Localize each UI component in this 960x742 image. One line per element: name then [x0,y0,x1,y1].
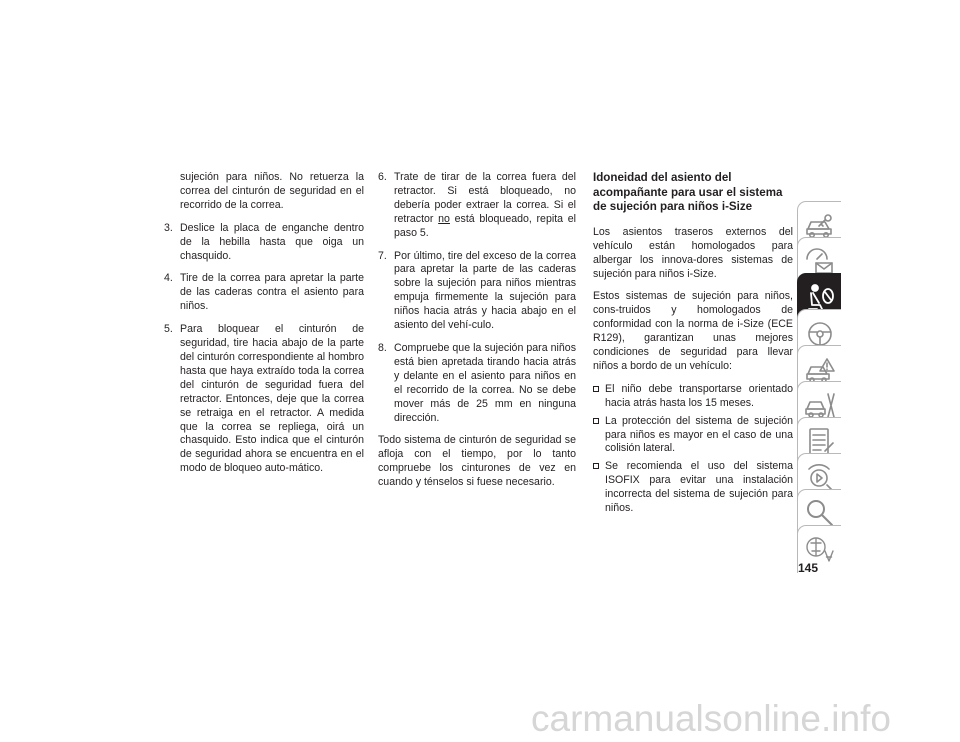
underlined-word: no [438,212,450,225]
step-text [394,171,576,239]
bullet-item [593,460,793,516]
text-column-3 [593,171,793,520]
step-number: 6. [378,171,387,183]
step-number: 3. [164,221,173,234]
step-item [378,342,576,425]
bullet-text: La protección del sistema de sujeción para niños es mayor en el caso de una colisión lateral. [605,414,793,455]
page-number: 145 [798,561,819,575]
step-number: 4. [164,272,173,285]
step-text: Compruebe que la sujeción para niños está bien apretada tirando hacia atrás y delante en el asiento para niños en el recorrido de la correa. No se debe mover más de 25 mm en ninguna dirección. [394,341,576,424]
step-item [164,323,364,476]
text-column-1 [164,171,364,485]
step-item [164,272,364,314]
body-paragraph: Todo sistema de cinturón de seguridad se afloja con el tiempo, por lo tanto compruebe los cinturones de vez en cuando y ténselos si fuese necesario. [378,434,576,489]
bullet-item [593,415,793,457]
checkbox-bullet-icon [593,418,599,424]
checkbox-bullet-icon [593,386,599,392]
step-text: Para bloquear el cinturón de seguridad, tire hacia abajo de la parte del cinturón correspondiente al hombro hasta que haya extraído toda la correa del cinturón de seguridad fuera del retractor. Entonces, deje que la correa se retraiga en el retractor. A medida que la correa se repliega, oirá un chasquido. Esto indica que el cinturón de seguridad ahora se encuentra en el modo de bloqueo auto-mático. [180,323,364,475]
step-item [378,171,576,241]
step-text-before: Trate de tirar de la correa fuera del retractor. Si está bloqueado, no debería poder extraer la correa. Si el retractor [394,171,576,225]
bullet-item [593,383,793,411]
bullet-text: Se recomienda el uso del sistema ISOFIX para evitar una instalación incorrecta del sistema de sujeción para niños. [605,460,793,515]
section-heading: Idoneidad del asiento del acompañante para usar el sistema de sujeción para niños i-Size [593,171,783,214]
step-number: 5. [164,323,173,336]
step-item [378,250,576,333]
text-column-2 [378,171,576,499]
step-number: 7. [378,249,387,262]
checkbox-bullet-icon [593,463,599,469]
body-paragraph: Estos sistemas de sujeción para niños, cons-truidos y homologados de conformidad con la norma de i-Size (ECE R129), garantizan unas mejores condiciones de seguridad para llevar niños a bordo de un vehículo: [593,290,793,372]
step-item [164,222,364,264]
watermark: carmanualsonline.info [531,698,891,739]
step-text-after: está bloqueado, repita el paso 5. [394,212,576,239]
step-number: 8. [378,341,387,354]
continuation-text: sujeción para niños. No retuerza la correa del cinturón de seguridad en el recorrido de la correa. [180,171,364,211]
body-paragraph: Los asientos traseros externos del vehículo están homologados para albergar los innova-dores sistemas de sujeción para niños i-Size. [593,225,793,280]
step-text: Tire de la correa para apretar la parte de las caderas contra el asiento para niños. [180,272,364,313]
step-text: Deslice la placa de enganche dentro de la hebilla hasta que oiga un chasquido. [180,221,364,262]
step-text: Por último, tire del exceso de la correa para apretar la parte de las caderas sobre la sujeción para niños mientras empuja firmemente la sujeción para niños hacia atrás y hacia abajo en el asiento del vehí-culo. [394,249,576,332]
bullet-text: El niño debe transportarse orientado hacia atrás hasta los 15 meses. [605,382,793,409]
